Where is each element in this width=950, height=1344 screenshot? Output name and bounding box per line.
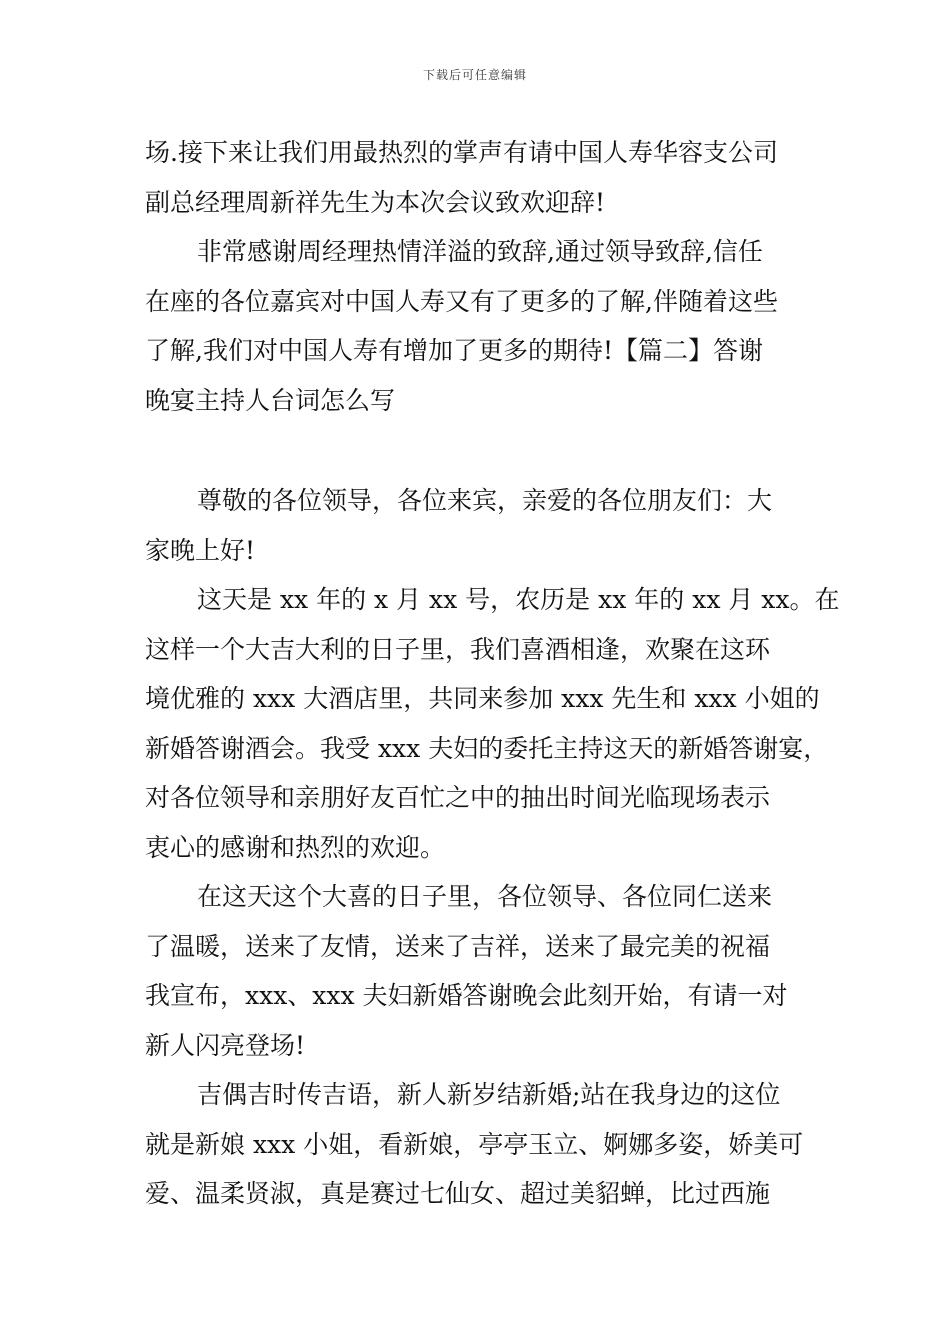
text-line: 这天是 xx 年的 x 月 xx 号，农历是 xx 年的 xx 月 xx。在	[197, 585, 840, 614]
text-line: 副总经理周新祥先生为本次会议致欢迎辞!	[145, 187, 606, 217]
text-line: 衷心的感谢和热烈的欢迎。	[145, 832, 446, 862]
text-line: 场.接下来让我们用最热烈的掌声有请中国人寿华容支公司	[145, 138, 778, 167]
paragraph-spacer	[145, 425, 817, 476]
text-line: 这样一个大吉大利的日子里，我们喜酒相逢，欢聚在这环	[145, 634, 771, 664]
page-header: 下载后可任意编辑	[422, 68, 527, 82]
text-line: 爱、温柔贤淑，真是赛过七仙女、超过美貂蝉，比过西施	[145, 1179, 771, 1208]
paragraph-3	[145, 476, 817, 575]
text-line: 非常感谢周经理热情洋溢的致辞,通过领导致辞,信任	[197, 237, 763, 266]
paragraph-2	[145, 227, 817, 425]
text-line: 晚宴主持人台词怎么写	[145, 385, 396, 415]
text-line: 就是新娘 xxx 小姐，看新娘，亭亭玉立、婀娜多姿，娇美可	[145, 1129, 804, 1159]
paragraph-4	[145, 575, 840, 872]
paragraph-6	[145, 1070, 817, 1219]
text-line: 新婚答谢酒会。我受 xxx 夫妇的委托主持这天的新婚答谢宴，	[145, 733, 829, 763]
text-line: 在座的各位嘉宾对中国人寿又有了更多的了解,伴随着这些	[145, 286, 778, 316]
text-line: 家晚上好!	[145, 535, 256, 565]
paragraph-5	[145, 872, 817, 1070]
text-line: 新人闪亮登场!	[145, 1030, 306, 1060]
text-line: 对各位领导和亲朋好友百忙之中的抽出时间光临现场表示	[145, 783, 771, 812]
text-line: 尊敬的各位领导，各位来宾，亲爱的各位朋友们：大	[197, 486, 773, 515]
paragraph-1	[145, 128, 817, 227]
text-line: 了温暖，送来了友情，送来了吉祥，送来了最完美的祝福	[145, 931, 771, 961]
text-line: 我宣布，xxx、xxx 夫妇新婚答谢晚会此刻开始，有请一对	[145, 981, 788, 1010]
text-line: 吉偶吉时传吉语，新人新岁结新婚;站在我身边的这位	[197, 1080, 781, 1109]
document-body	[145, 128, 840, 1219]
text-line: 在这天这个大喜的日子里，各位领导、各位同仁送来	[197, 882, 773, 911]
text-line: 了解,我们对中国人寿有增加了更多的期待!【篇二】答谢	[145, 336, 763, 365]
text-line: 境优雅的 xxx 大酒店里，共同来参加 xxx 先生和 xxx 小姐的	[145, 684, 820, 713]
